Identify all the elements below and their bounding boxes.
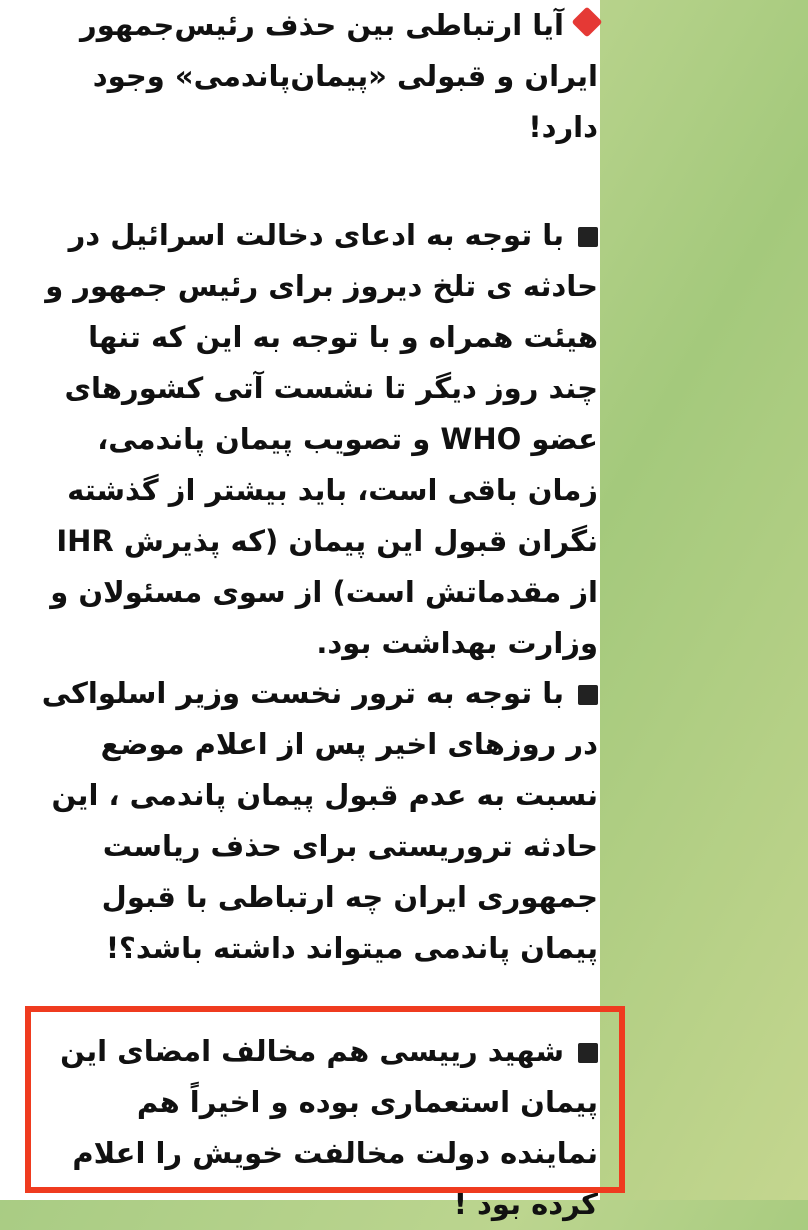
message-paragraph-2 bbox=[30, 668, 598, 974]
red-diamond-icon bbox=[571, 6, 602, 37]
black-square-icon bbox=[578, 685, 598, 705]
black-square-icon bbox=[578, 227, 598, 247]
message-paragraph-1-text: با توجه به ادعای دخالت اسرائیل در حادثه ی تلخ دیروز برای رئیس جمهور و هیئت همراه و با توجه به این که تنها چند روز دیگر تا نشست آتی کشورهای عضو WHO و تصویب پیمان پاندمی، زمان باقی است، باید بیشتر از گذشته نگران قبول این پیمان (که پذیرش IHR از مقدماتش است) از سوی مسئولان و وزارت بهداشت بود. bbox=[45, 218, 598, 660]
message-title-text: آیا ارتباطی بین حذف رئیس‌جمهور ایران و قبولی «پیمان‌پاندمی» وجود دارد! bbox=[80, 8, 598, 144]
message-title bbox=[30, 0, 598, 153]
highlight-annotation-box bbox=[25, 1006, 625, 1193]
message-paragraph-3-text: شهید رییسی هم مخالف امضای این پیمان استعماری بوده و اخیراً هم نماینده دولت مخالفت خویش را اعلام کرده بود ! bbox=[60, 1034, 598, 1221]
message-paragraph-1 bbox=[30, 210, 598, 669]
message-paragraph-2-text: با توجه به ترور نخست وزیر اسلواکی در روزهای اخیر پس از اعلام موضع نسبت به عدم قبول پیمان پاندمی ، این حادثه تروریستی برای حذف ریاست جمهوری ایران چه ارتباطی با قبول پیمان پاندمی میتواند داشته باشد؟! bbox=[41, 676, 598, 965]
